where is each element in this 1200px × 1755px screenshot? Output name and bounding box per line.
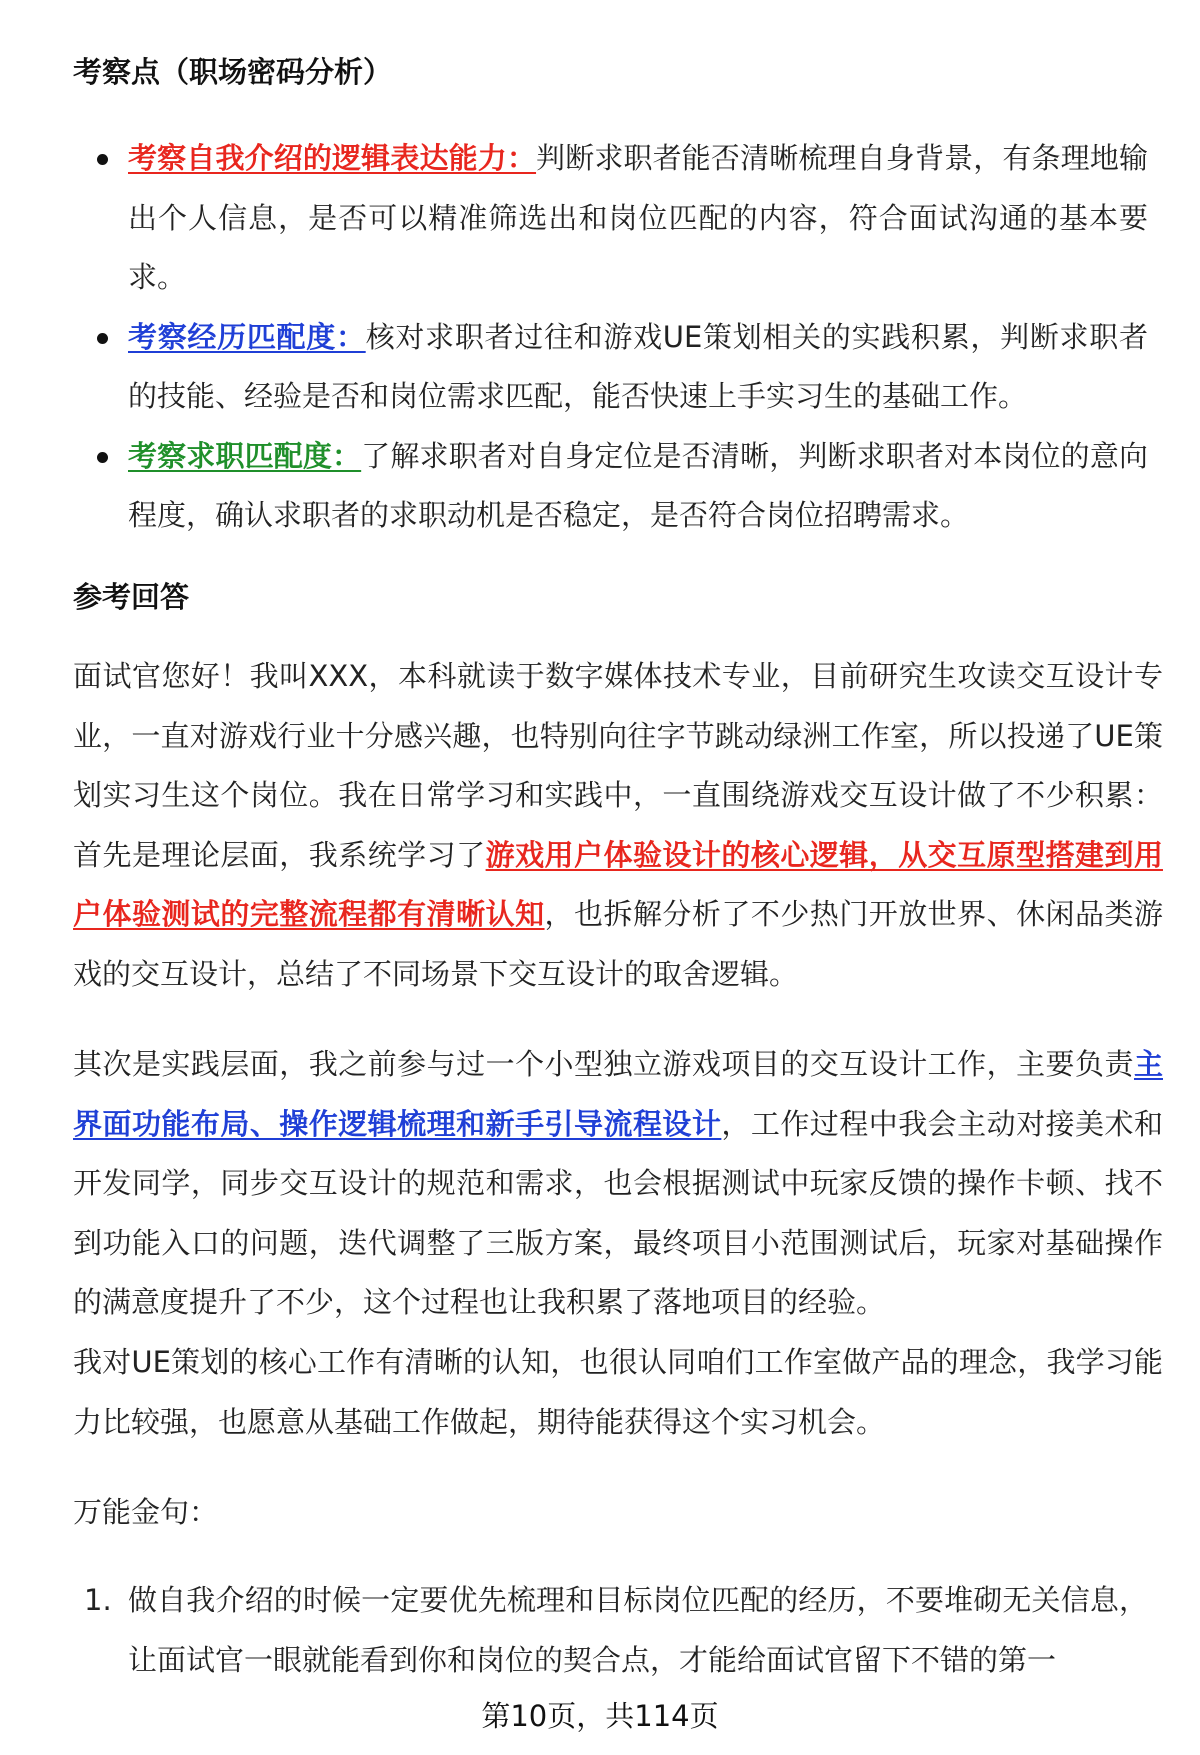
reference-title: 参考回答 — [73, 580, 190, 614]
bullet-text: 核对求职者过往和游戏UE策划相关的实践积累，判断求职者的技能、经验是否和岗位需求匹配，能否快速上手实习生的基础工作。 — [128, 319, 1148, 413]
answer-text: 面试官您好！我叫XXX，本科就读于数字媒体技术专业，目前研究生攻读交互设计专业，一直对游戏行业十分感兴趣，也特别向往字节跳动绿洲工作室，所以投递了UE策划实习生这个岗位。我在日常学习和实践中，一直围绕游戏交互设计做了不少积累：首先是理论层面，我系统学习了 — [73, 659, 1163, 872]
bullet-dot-icon — [97, 452, 108, 463]
list-item — [0, 308, 1148, 427]
analysis-title: 考察点（职场密码分析） — [73, 55, 393, 89]
golden-tips-list — [0, 1571, 1200, 1690]
list-item — [0, 427, 1148, 546]
bullet-dot-icon — [97, 333, 108, 344]
bullet-dot-icon — [97, 154, 108, 165]
answer-highlight: 游戏用户体验设计的核心逻辑，从交互原型搭建到用户体验测试的完整流程都有清晰认知 — [73, 837, 1163, 931]
analysis-bullet-list — [0, 129, 1200, 546]
golden-title: 万能金句： — [73, 1495, 219, 1529]
bullet-label: 考察求职匹配度： — [128, 438, 362, 473]
tip-text: 做自我介绍的时候一定要优先梳理和目标岗位匹配的经历，不要堆砌无关信息，让面试官一眼就能看到你和岗位的契合点，才能给面试官留下不错的第一 — [128, 1583, 1148, 1677]
bullet-text: 判断求职者能否清晰梳理自身背景，有条理地输出个人信息，是否可以精准筛选出和岗位匹配的内容，符合面试沟通的基本要求。 — [128, 141, 1148, 294]
bullet-label: 考察自我介绍的逻辑表达能力： — [128, 141, 537, 175]
answer-text: ，也拆解分析了不少热门开放世界、休闲品类游戏的交互设计，总结了不同场景下交互设计的取舍逻辑。 — [73, 897, 1163, 991]
answer-paragraph-2 — [73, 1035, 1163, 1333]
bullet-label: 考察经历匹配度： — [128, 319, 366, 354]
answer-highlight: 主界面功能布局、操作逻辑梳理和新手引导流程设计 — [73, 1047, 1163, 1141]
answer-text: ，工作过程中我会主动对接美术和开发同学，同步交互设计的规范和需求，也会根据测试中玩家反馈的操作卡顿、找不到功能入口的问题，迭代调整了三版方案，最终项目小范围测试后，玩家对基础操作的满意度提升了不少，这个过程也让我积累了落地项目的经验。 — [73, 1106, 1163, 1319]
page-number-footer: 第10页，共114页 — [0, 1696, 1200, 1736]
answer-paragraph-3: 我对UE策划的核心工作有清晰的认知，也很认同咱们工作室做产品的理念，我学习能力比较强，也愿意从基础工作做起，期待能获得这个实习机会。 — [73, 1345, 1163, 1439]
answer-paragraph-1 — [73, 647, 1163, 1004]
answer-text: 其次是实践层面，我之前参与过一个小型独立游戏项目的交互设计工作，主要负责 — [73, 1047, 1134, 1081]
list-item — [0, 1571, 1148, 1690]
list-item — [0, 129, 1148, 308]
bullet-text: 了解求职者对自身定位是否清晰，判断求职者对本岗位的意向程度，确认求职者的求职动机是否稳定，是否符合岗位招聘需求。 — [128, 438, 1148, 532]
tip-number: 1. — [84, 1583, 112, 1617]
